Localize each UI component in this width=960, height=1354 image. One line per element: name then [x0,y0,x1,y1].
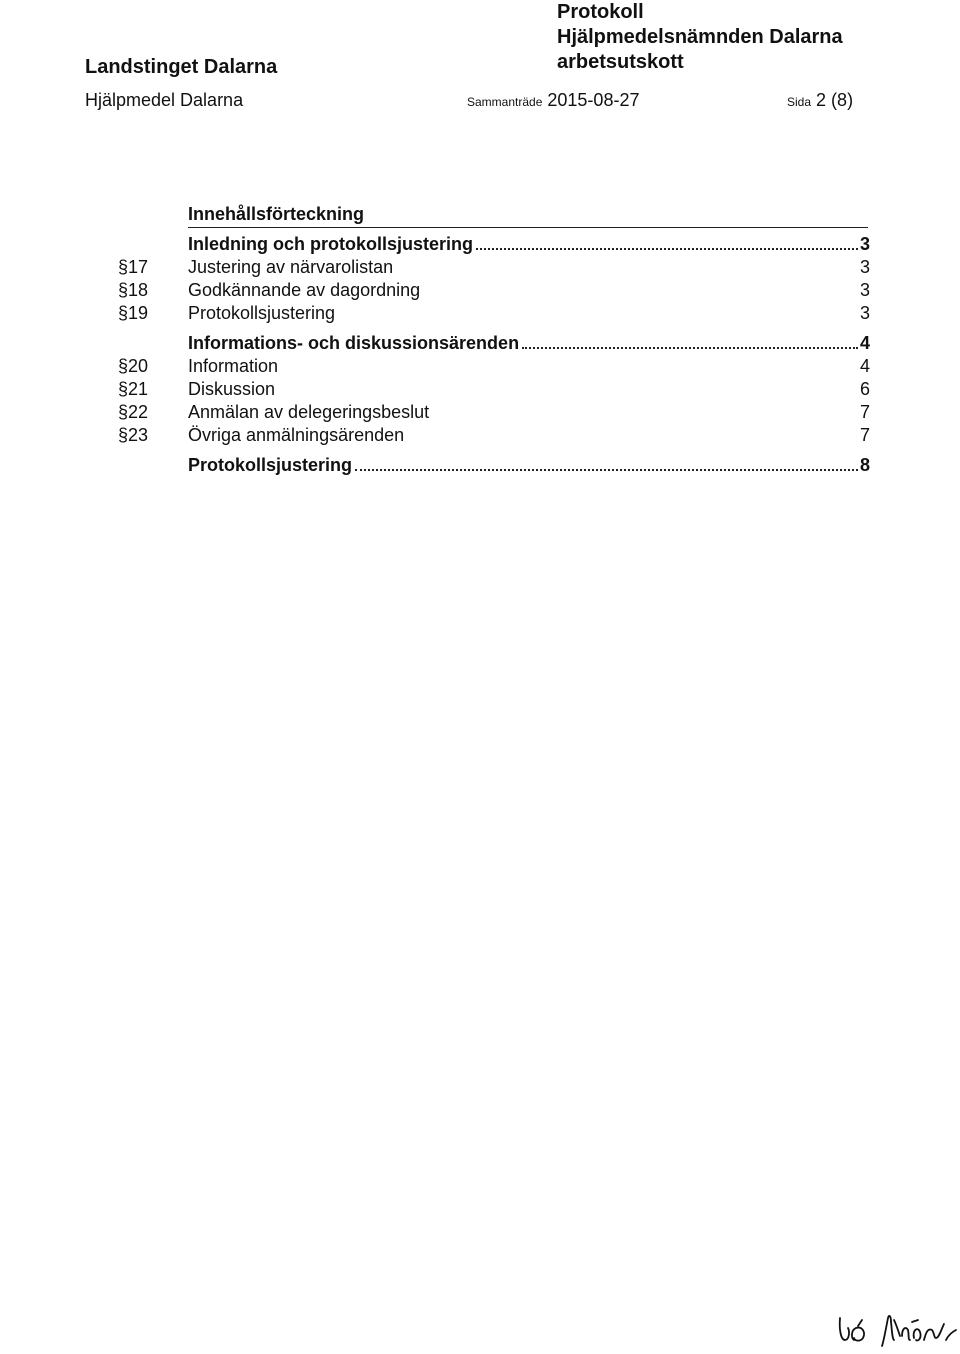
toc-label: Inledning och protokollsjustering [188,234,474,254]
toc-page: 3 [859,257,870,277]
toc-number: §23 [118,425,149,445]
toc-page: 4 [859,333,870,353]
toc-page: 7 [859,402,870,422]
toc-item-row [118,402,870,425]
toc-section-row [118,333,870,356]
toc-number: §21 [118,379,149,399]
toc-label: Anmälan av delegeringsbeslut [188,402,430,422]
toc-label: Informations- och diskussionsärenden [188,333,520,353]
table-of-contents [118,204,870,478]
toc-item-row [118,303,870,326]
toc-page: 4 [859,356,870,376]
toc-number: §17 [118,257,149,277]
toc-number: §18 [118,280,149,300]
toc-item-row [118,356,870,379]
toc-page: 6 [859,379,870,399]
toc-label: Information [188,356,279,376]
toc-number: §20 [118,356,149,376]
meeting-info [467,90,639,111]
toc-label: Protokollsjustering [188,455,353,475]
toc-page: 7 [859,425,870,445]
document-title [557,0,843,75]
page-value: 2 (8) [816,90,854,110]
toc-item-row [118,257,870,280]
toc-heading: Innehållsförteckning [188,204,868,228]
toc-page: 3 [859,280,870,300]
page-number [787,90,853,111]
unit-name: Hjälpmedel Dalarna [85,90,244,110]
toc-item-row [118,379,870,402]
toc-leader [476,248,858,250]
meeting-label: Sammanträde [467,95,543,109]
toc-item-row [118,280,870,303]
toc-item-row [118,425,870,448]
page-label: Sida [787,95,812,109]
signature-initials [836,1310,960,1354]
meeting-date: 2015-08-27 [547,90,640,110]
toc-number: §19 [118,303,149,323]
toc-section-row [118,455,870,478]
title-line: Hjälpmedelsnämnden Dalarna [557,26,843,48]
toc-label: Protokollsjustering [188,303,336,323]
title-line: Protokoll [557,1,644,23]
toc-leader [522,347,858,349]
toc-section-row [118,234,870,257]
toc-label: Godkännande av dagordning [188,280,421,300]
toc-label: Diskussion [188,379,276,399]
toc-page: 3 [859,234,870,254]
title-line: arbetsutskott [557,51,684,73]
toc-page: 3 [859,303,870,323]
toc-page: 8 [859,455,870,475]
organization-name: Landstinget Dalarna [85,56,278,78]
toc-leader [355,469,858,471]
toc-number: §22 [118,402,149,422]
toc-label: Justering av närvarolistan [188,257,394,277]
toc-label: Övriga anmälningsärenden [188,425,405,445]
